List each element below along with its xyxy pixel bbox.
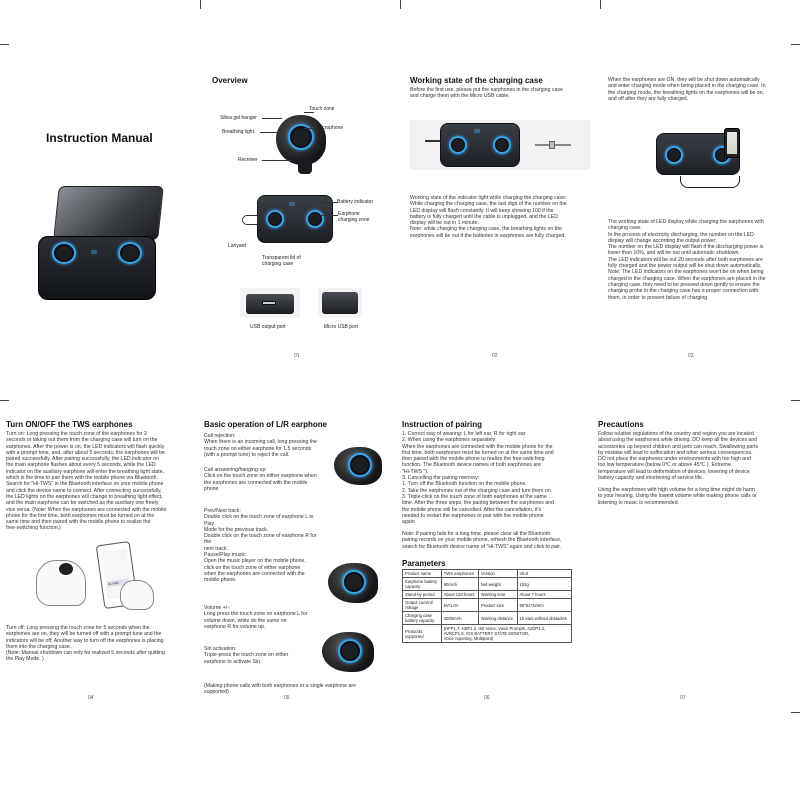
- charging-case-intro: Before the first use, please put the earphones in the charging case and charge them with the Micro USB cable.: [410, 87, 563, 100]
- page-number: 07: [680, 695, 686, 701]
- call-rejection-text: Call rejection: When there is an incoming call, long pressing the touch zone on either earphone for 1.5 seconds (with a prompt tune) to reject the call.: [204, 433, 318, 458]
- leader-line: [320, 215, 338, 216]
- label-earphone-charging-zone: Earphone charging zone: [338, 211, 370, 223]
- parameters-cell: Product size: [478, 599, 517, 612]
- basic-operation-heading: Basic operation of L/R earphone: [204, 420, 328, 429]
- parameters-row: [403, 599, 572, 612]
- usb-port: [262, 301, 276, 305]
- leader-line: [260, 132, 284, 133]
- parameters-cell: Output current/ voltage: [403, 599, 442, 612]
- crop-mark: [791, 44, 800, 45]
- page-number: 06: [484, 695, 490, 701]
- pause-play-text: Pause/Play music: Open the music player on the mobile phone, click on the touch zone of either earphone when the earphones are connected with the mobile phone.: [204, 552, 306, 584]
- usb-output-port-photo: [240, 288, 300, 318]
- parameters-cell: Charging case battery capacity: [403, 612, 442, 625]
- pairing-note: Note: If pairing fails for a long time, please clear all the Bluetooth pairing records on your mobile phone, refresh the Bluetooth interface, search for Bluetooth device name of "Hi-TWS" again and click to pair.: [402, 531, 562, 550]
- parameters-cell: 95*52*32mm: [517, 599, 571, 612]
- label-breathing-light: Breathing light: [222, 129, 254, 135]
- parameters-cell: 15 ears without obstacles: [517, 612, 571, 625]
- parameters-cell: About 120 hours: [441, 591, 478, 599]
- pairing-body: 1. Correct way of wearing: L for left ear, R for right ear 2. When using the earphones separately: When the earphones are connected with the mobile phone for the first time, both earphones must be turned on at the same time and then paired with the mobile phone to realize the free-switching function. The Bluetooth device names of both earphones are "Hi-TWS "). 3. Cancelling the pairing memory: 1. Turn off the Bluetooth function on the mobile phone. 2. Take the earphones out of the charging case and turn them on. 3. Triple-click on the touch zone of both earphones at the same time. After the three steps, the pairing between the earphones and the mobile phone will be cancelled. After the cancellation, it's needed to restart the earphones to pair with the mobile phone again: [402, 431, 554, 526]
- page-pairing: [400, 400, 600, 780]
- page-charging-case-state: [400, 0, 600, 380]
- siri-text: Siri activation: Triple-press the touch zone on either earphone to activate Siri.: [204, 646, 289, 665]
- manual-title: Instruction Manual: [46, 131, 153, 145]
- parameters-cell: Version: [478, 570, 517, 578]
- crop-mark: [0, 44, 9, 45]
- leader-line: [304, 112, 314, 113]
- lanyard-illustration: [242, 215, 258, 225]
- earphone-charging-body: The working state of LED display while charging the earphones with charging case: In the process of electricity discharging, the number on the LED display will change according the output power; The number on the LED display will flash if the discharging power is lower than 10%, and will be out until automatic shutdown. The LED indicators will be out 20 seconds after both earphones are fully charged and the power output will be shut down automatically. Note: The LED indicators on the earphones won't be on when being charged in the charging case. When the earphones are placed in the charging case, they need to be pressed down gently to ensure the charging probe in the charging case has a proper connection with them, in order to prevent failure of charging.: [608, 219, 766, 301]
- page-number: 01: [294, 353, 300, 359]
- precautions-body-2: Using the earphones with high volume for a long time might do harm to your hearing. Using the lowest volume while making phone calls or listening to music is recommended.: [598, 487, 757, 506]
- leader-line: [262, 118, 282, 119]
- label-receiver: Receiver: [238, 157, 258, 163]
- case-slot-right: [493, 136, 511, 154]
- parameters-row: [403, 578, 572, 591]
- cable: [425, 140, 441, 142]
- parameters-cell: 5V/1.0A: [441, 599, 478, 612]
- earbud-siri-illustration: [322, 632, 374, 672]
- earbud-music-illustration: [328, 563, 378, 603]
- crop-mark: [791, 712, 800, 713]
- parameters-cell: 60mAh: [441, 578, 478, 591]
- case-display: 88: [91, 250, 98, 256]
- product-photo: [38, 186, 164, 310]
- charging-case-illustration: [440, 123, 520, 167]
- micro-usb-cable: [555, 144, 571, 146]
- case-display: 88: [474, 129, 481, 135]
- phone-screen: [727, 132, 737, 154]
- page-turn-on-off: [0, 400, 200, 780]
- case-lid-open: [53, 186, 164, 240]
- precautions-body-1: Follow relative regulations of the country and region you are located about using the earphones while driving. DO keep all the devices and accessories up beyond children and pets can reach. Swallowing parts by mistake will lead to suffocation and other serious consequences. DO not place the earphones under environments with too high and too low temperature (below 0℃ or above 45℃ ). Extreme temperature will lead to deformation of devices, lowering of device battery capacity and shortening of service life.: [598, 431, 759, 482]
- case-slot-left: [449, 136, 467, 154]
- micro-usb-port-photo: [318, 288, 362, 318]
- charging-case-body: Working state of the indicator light while charging the charging case: While charging the charging case, the last digit of the number on the LED display will flash constantly. It will keep showing 100 if the battery is fully charged until the cable is unplugged, and the LED display will be out in 1 minute. Note: while charging the charging case, the breathing lights on the earphones will be out if the batteries in earphones are fully charged.: [410, 195, 567, 239]
- parameters-cell: Protocols supported: [403, 625, 442, 643]
- touch-zone-ring: [342, 570, 366, 594]
- bluetooth-list-item: Hi-TWS: [107, 578, 130, 587]
- calls-footer-text: (Making phone calls with both earphones or a single earphone are supported): [204, 683, 356, 696]
- label-lanyard: Lanyard: [228, 243, 247, 249]
- page-number: 02: [492, 353, 498, 359]
- label-battery-indicator: Battery indicator: [337, 199, 374, 205]
- crop-mark: [600, 0, 601, 9]
- label-micro-usb-port: Micro USB port: [324, 324, 358, 330]
- label-microphone: Microphone: [317, 125, 344, 131]
- touch-zone-ring: [338, 639, 362, 663]
- parameters-table: [402, 569, 572, 643]
- call-answering-text: Call answering/hanging-up: Click on the touch zone on either earphone when the earphones are connected with the mobile phone.: [204, 467, 317, 492]
- label-usb-output-port: USB output port: [250, 324, 286, 330]
- hand-illustration: [120, 580, 154, 610]
- crop-mark: [400, 0, 401, 9]
- earphone-charging-intro: When the earphones are ON, they will be shut down automatically and enter charging mode when being placed in the charging case. In the charging mode, the breathing lights on the earphones will be on, and off after they are fully charged.: [608, 77, 766, 102]
- page-cover: [0, 0, 200, 380]
- case-slot-right: [306, 210, 324, 228]
- page-number: 03: [688, 353, 694, 359]
- case-slot-left: [665, 146, 683, 164]
- parameters-row: [403, 612, 572, 625]
- prev-next-text: Prev/Next track: Double click on the touch zone of earphone L in Play Mode for the previous track. Double click on the touch zone of earphone R for the next track.: [204, 508, 317, 552]
- parameters-heading: Parameters: [402, 559, 446, 568]
- earbud-left: [52, 242, 76, 264]
- volume-text: Volume +/-: Long press the touch zone on earphone L for volume down, while do the same on earphone R for volume up.: [204, 605, 308, 630]
- turn-on-off-heading: Turn ON/OFF the TWS earphones: [6, 420, 133, 429]
- earbud-right: [118, 242, 142, 264]
- crop-mark: [0, 400, 9, 401]
- crop-mark: [200, 0, 201, 9]
- earbud-call-illustration: [334, 447, 382, 485]
- leader-line: [304, 128, 316, 129]
- parameters-cell: 4000mAh: [441, 612, 478, 625]
- charging-case-heading: Working state of the charging case: [410, 76, 543, 85]
- label-transparent-lid: Transparent lid of charging case: [262, 255, 301, 267]
- parameters-cell: TWS earphones: [441, 570, 478, 578]
- parameters-row: [403, 625, 572, 643]
- parameters-cell: About 7 hours: [517, 591, 571, 599]
- earbud-tip: [298, 158, 312, 174]
- crop-mark: [791, 400, 800, 401]
- page-overview: [200, 0, 400, 380]
- leader-line: [262, 160, 292, 161]
- earbud: [59, 563, 73, 575]
- precautions-heading: Precautions: [598, 420, 644, 429]
- case-side: [322, 292, 358, 314]
- parameters-cell: Earphone battery capacity: [403, 578, 442, 591]
- parameters-cell: Working distance: [478, 612, 517, 625]
- hand-earbud-illustration: [36, 560, 86, 606]
- parameters-cell: V5.0: [517, 570, 571, 578]
- parameters-cell: Product name: [403, 570, 442, 578]
- parameters-cell: Net weight: [478, 578, 517, 591]
- case-display: 88: [289, 202, 296, 208]
- charging-cable: [680, 176, 740, 188]
- parameters-row: [403, 591, 572, 599]
- page-basic-operation: [200, 400, 400, 780]
- parameters-cell: Working time: [478, 591, 517, 599]
- parameters-cell: Stand-by period: [403, 591, 442, 599]
- leader-line: [318, 202, 338, 203]
- phone-illustration: [724, 128, 740, 158]
- parameters-cell: (HFP1.7, HSP1.2, HD Voice, Voice Prompts, A2DP1.3, AVRCP1.6, IOS BATTERY STATE MONITOR, Voice reporting, Multipoint): [441, 625, 571, 643]
- turn-off-body: Turn off: Long pressing the touch zone for 5 seconds when the earphones are on, they will be turned off with a prompt tune and the indicators will be off; Another way to turn off the earphones is placing them into the charging case. (Note: Manual shutdown can only be realized 5 seconds after quitting the Play Mode. ): [6, 625, 165, 663]
- page-number: 04: [88, 695, 94, 701]
- label-touch-zone: Touch zone: [309, 106, 335, 112]
- case-slot-left: [266, 210, 284, 228]
- label-silica-gel-hanger: Silica gel hanger: [220, 115, 257, 121]
- parameters-cell: 102g: [517, 578, 571, 591]
- touch-zone-ring: [348, 453, 372, 477]
- micro-usb-cable: [535, 144, 549, 146]
- pairing-heading: Instruction of pairing: [402, 420, 482, 429]
- parameters-row: [403, 570, 572, 578]
- page-precautions: [600, 400, 800, 780]
- page-number: 05: [284, 695, 290, 701]
- overview-heading: Overview: [212, 76, 248, 85]
- turn-on-body: Turn on: Long pressing the touch zone of the earphones for 2 seconds or taking out them from the charging case will turn on the earphones. After the power is on, the LED indicators will flash quickly with a prompt tone, and, after about 5 seconds, the earphones will be paired successfully. After pairing successfully, the LED indicator on the main earphone flashes about every 5 seconds, while the LED indicator on the auxiliary earphone will enter the breathing light state, which is the time to pair them with the mobile phone via Bluetooth. Search for "Hi-TWS" in the Bluetooth interface on your mobile phone and click the device name to connect. After connecting successfully, the LED lights on the earphones will change to breathing light effect, and the main earphone can be switched as the auxiliary one freely, vice versa. (Note: When the earphones are connected with the mobile phone for the first time, both earphones must be turned on at the same time and then paired with the mobile phone to realize the free-switching function.): [6, 431, 167, 532]
- page-earphone-charging: [600, 0, 800, 380]
